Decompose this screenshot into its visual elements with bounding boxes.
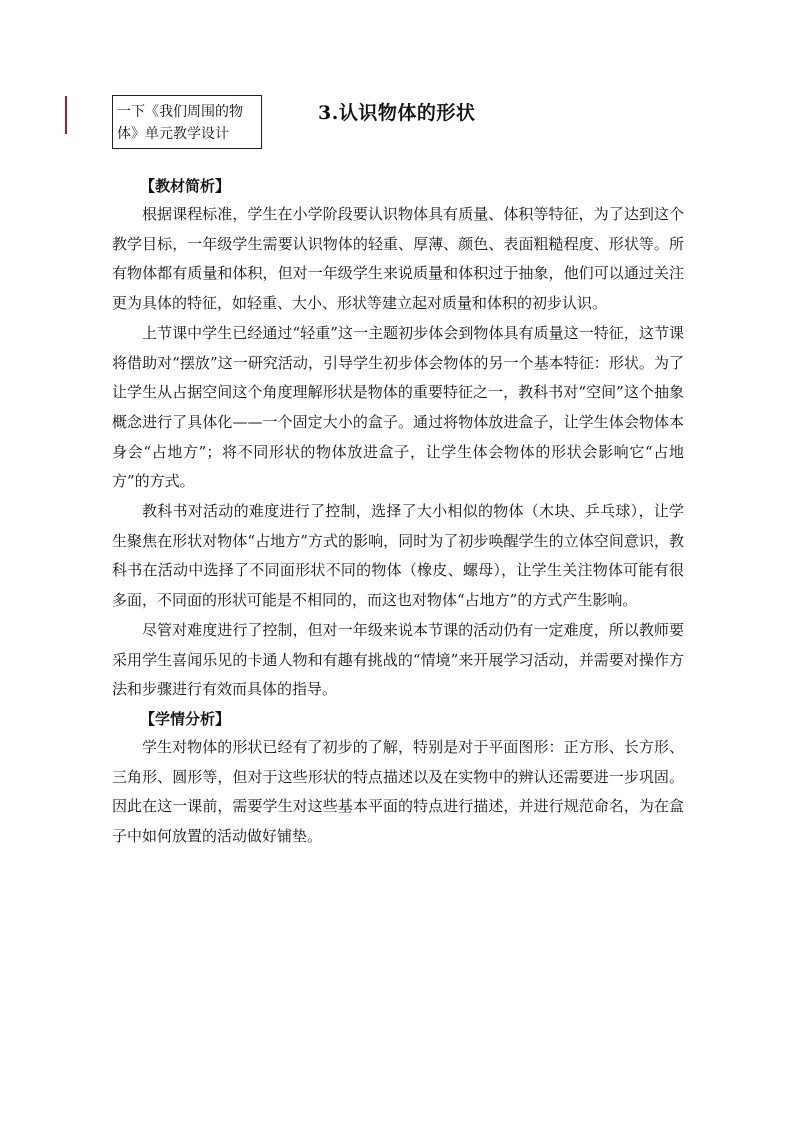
paragraph: 根据课程标准，学生在小学阶段要认识物体具有质量、体积等特征，为了达到这个教学目标，一年级学生需要认识物体的轻重、厚薄、颜色、表面粗糙程度、形状等。所有物体都有质量和体积，但对一年级学生来说质量和体积过于抽象，他们可以通过关注更为具体的特征，如轻重、大小、形状等建立起对质量和体积的初步认识。 — [112, 205, 684, 313]
section-heading-student-analysis: 【学情分析】 — [140, 709, 231, 728]
paragraph: 教科书对活动的难度进行了控制，选择了大小相似的物体（木块、乒乓球），让学生聚焦在形状对物体“占地方”方式的影响，同时为了初步唤醒学生的立体空间意识，教科书在活动中选择了不同面形状不同的物体（橡皮、螺母），让学生关注物体可能有很多面，不同面的形状可能是不相同的，而这也对物体“占地方”的方式产生影响。 — [112, 502, 684, 610]
paragraph: 尽管对难度进行了控制，但对一年级来说本节课的活动仍有一定难度，所以教师要采用学生喜闻乐见的卡通人物和有趣有挑战的“情境”来开展学习活动，并需要对操作方法和步骤进行有效而具体的指导。 — [112, 620, 684, 699]
document-body — [112, 172, 684, 852]
paragraph: 上节课中学生已经通过“轻重”这一主题初步体会到物体具有质量这一特征，这节课将借助对“摆放”这一研究活动，引导学生初步体会物体的另一个基本特征：形状。为了让学生从占据空间这个角度理解形状是物体的重要特征之一，教科书对“空间”这个抽象概念进行了具体化——一个固定大小的盒子。通过将物体放进盒子，让学生体会物体本身会“占地方”；将不同形状的物体放进盒子，让学生体会物体的形状会影响它“占地方”的方式。 — [112, 323, 684, 491]
unit-label-box — [112, 95, 262, 149]
paragraph: 学生对物体的形状已经有了初步的了解，特别是对于平面图形：正方形、长方形、三角形、圆形等，但对于这些形状的特点描述以及在实物中的辨认还需要进一步巩固。因此在这一课前，需要学生对这些基本平面的特点进行描述，并进行规范命名，为在盒子中如何放置的活动做好铺垫。 — [112, 737, 684, 846]
margin-mark — [65, 96, 67, 134]
page-title: 3.认识物体的形状 — [318, 102, 476, 124]
unit-label-line-2: 体》单元教学设计 — [117, 126, 229, 142]
unit-label-line-1: 一下《我们周围的物 — [117, 104, 243, 120]
section-heading-textbook-analysis: 【教材简析】 — [140, 177, 231, 195]
